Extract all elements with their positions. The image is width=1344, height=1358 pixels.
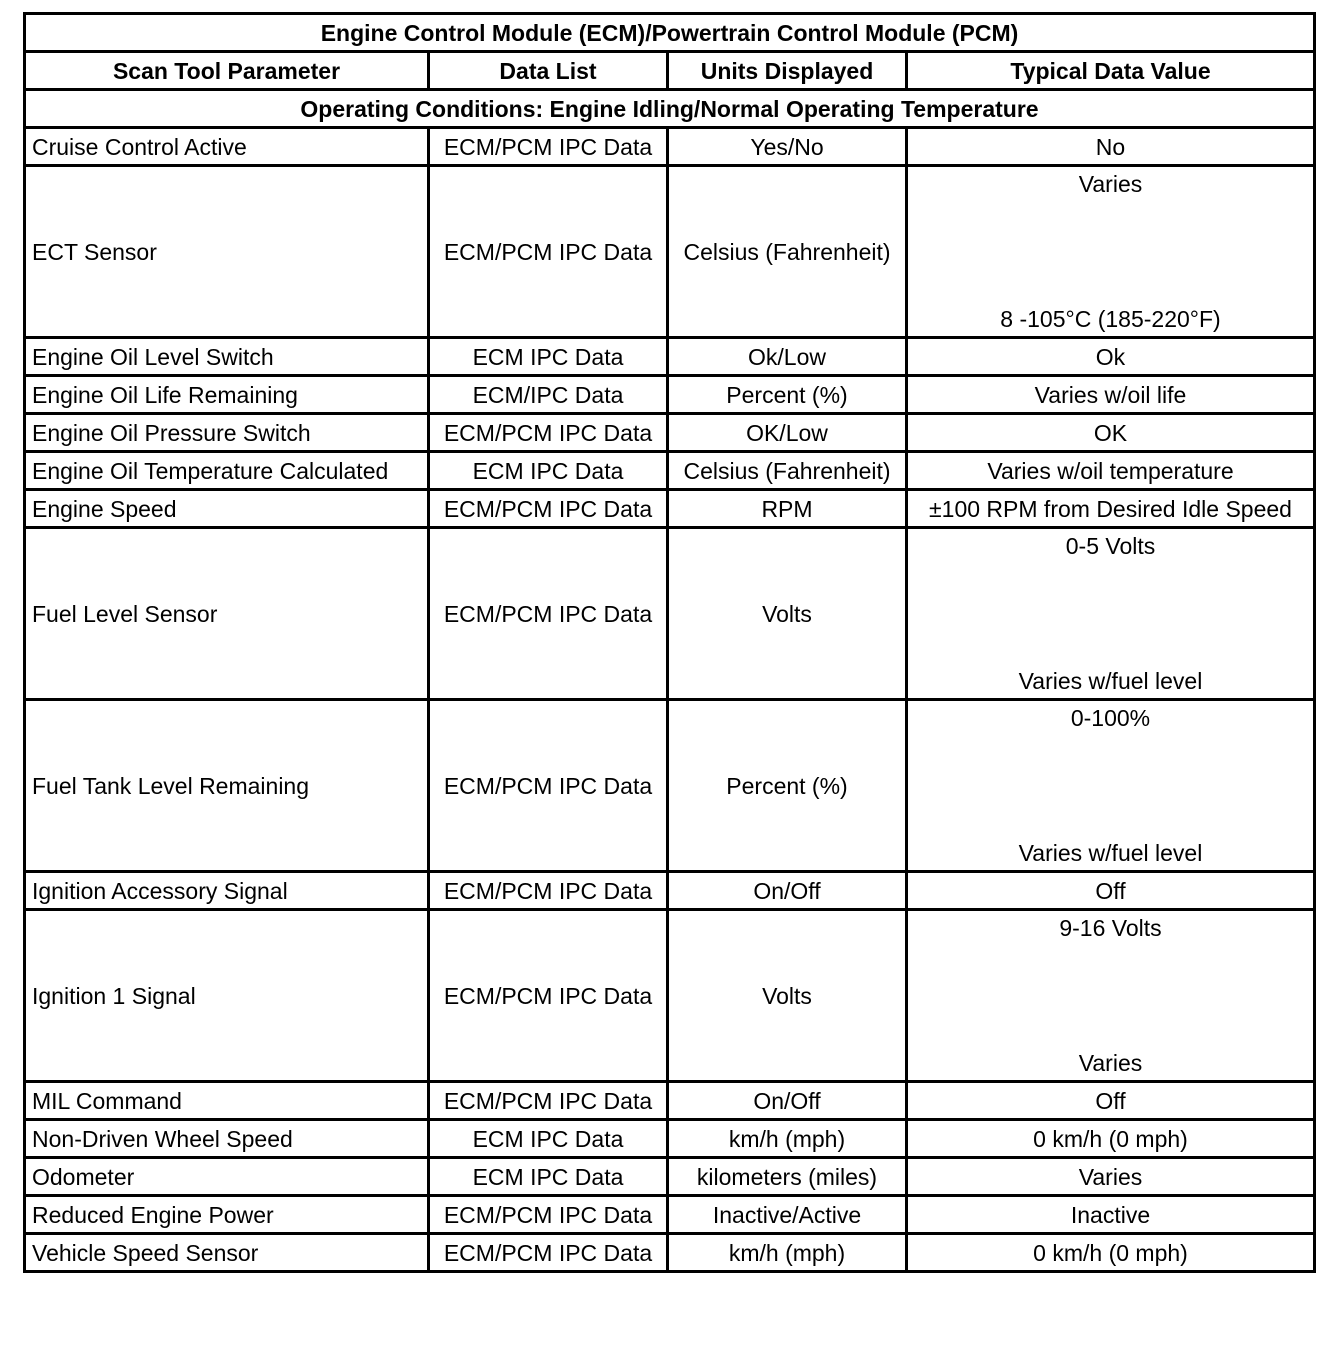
parameter-cell: Fuel Tank Level Remaining xyxy=(25,700,429,872)
table-row xyxy=(25,700,1315,872)
typical-value-cell: 0 km/h (0 mph) xyxy=(907,1234,1315,1272)
data-list-cell: ECM/PCM IPC Data xyxy=(429,1234,668,1272)
header-data-list: Data List xyxy=(429,52,668,90)
data-list-cell: ECM IPC Data xyxy=(429,1158,668,1196)
table-row xyxy=(25,872,1315,910)
typical-value-cell xyxy=(907,166,1315,338)
data-list-cell: ECM IPC Data xyxy=(429,1120,668,1158)
units-cell: On/Off xyxy=(668,872,907,910)
typical-value-cell: 0 km/h (0 mph) xyxy=(907,1120,1315,1158)
typical-value-cell: OK xyxy=(907,414,1315,452)
typical-value-cell xyxy=(907,910,1315,1082)
parameter-cell: Odometer xyxy=(25,1158,429,1196)
typical-value-cell: Varies w/oil life xyxy=(907,376,1315,414)
data-list-cell: ECM/PCM IPC Data xyxy=(429,910,668,1082)
typical-value-top: Varies xyxy=(1078,171,1143,197)
typical-value-cell: Varies w/oil temperature xyxy=(907,452,1315,490)
units-cell: km/h (mph) xyxy=(668,1234,907,1272)
units-cell: Inactive/Active xyxy=(668,1196,907,1234)
parameter-cell: ECT Sensor xyxy=(25,166,429,338)
data-list-cell: ECM/PCM IPC Data xyxy=(429,490,668,528)
parameter-cell: Fuel Level Sensor xyxy=(25,528,429,700)
parameter-cell: Engine Oil Life Remaining xyxy=(25,376,429,414)
parameter-cell: Ignition Accessory Signal xyxy=(25,872,429,910)
units-cell: Yes/No xyxy=(668,128,907,166)
parameter-cell: Ignition 1 Signal xyxy=(25,910,429,1082)
typical-value-cell: No xyxy=(907,128,1315,166)
typical-value-cell: Off xyxy=(907,1082,1315,1120)
units-cell: kilometers (miles) xyxy=(668,1158,907,1196)
table-row xyxy=(25,376,1315,414)
data-list-cell: ECM/PCM IPC Data xyxy=(429,1196,668,1234)
header-typical-data-value: Typical Data Value xyxy=(907,52,1315,90)
typical-value-cell: Off xyxy=(907,872,1315,910)
typical-value-cell: Ok xyxy=(907,338,1315,376)
table-row xyxy=(25,1158,1315,1196)
table-row xyxy=(25,490,1315,528)
table-row xyxy=(25,1234,1315,1272)
units-cell: Celsius (Fahrenheit) xyxy=(668,452,907,490)
table-row xyxy=(25,128,1315,166)
parameter-cell: Cruise Control Active xyxy=(25,128,429,166)
header-scan-tool-parameter: Scan Tool Parameter xyxy=(25,52,429,90)
header-units-displayed: Units Displayed xyxy=(668,52,907,90)
parameter-cell: Reduced Engine Power xyxy=(25,1196,429,1234)
table-row xyxy=(25,166,1315,338)
parameter-cell: Non-Driven Wheel Speed xyxy=(25,1120,429,1158)
table-row xyxy=(25,1120,1315,1158)
table-row xyxy=(25,528,1315,700)
data-list-cell: ECM IPC Data xyxy=(429,338,668,376)
data-list-cell: ECM/PCM IPC Data xyxy=(429,1082,668,1120)
typical-value-bottom: Varies w/fuel level xyxy=(1018,840,1203,866)
parameter-cell: Engine Oil Pressure Switch xyxy=(25,414,429,452)
table-row xyxy=(25,338,1315,376)
units-cell: OK/Low xyxy=(668,414,907,452)
units-cell: Ok/Low xyxy=(668,338,907,376)
title-row xyxy=(25,14,1315,52)
typical-value-cell: Varies xyxy=(907,1158,1315,1196)
units-cell: RPM xyxy=(668,490,907,528)
data-list-cell: ECM/PCM IPC Data xyxy=(429,872,668,910)
table-row xyxy=(25,452,1315,490)
typical-value-bottom: Varies xyxy=(1078,1050,1143,1076)
typical-value-cell xyxy=(907,700,1315,872)
typical-value-cell: ±100 RPM from Desired Idle Speed xyxy=(907,490,1315,528)
table-row xyxy=(25,414,1315,452)
units-cell: On/Off xyxy=(668,1082,907,1120)
data-list-cell: ECM/PCM IPC Data xyxy=(429,528,668,700)
units-cell: Volts xyxy=(668,528,907,700)
typical-value-bottom: 8 -105°C (185-220°F) xyxy=(1000,306,1221,332)
parameter-cell: Engine Oil Temperature Calculated xyxy=(25,452,429,490)
parameter-cell: Vehicle Speed Sensor xyxy=(25,1234,429,1272)
parameter-cell: Engine Oil Level Switch xyxy=(25,338,429,376)
typical-value-top: 0-5 Volts xyxy=(1065,533,1156,559)
table-title: Engine Control Module (ECM)/Powertrain Control Module (PCM) xyxy=(25,14,1315,52)
data-list-cell: ECM/PCM IPC Data xyxy=(429,128,668,166)
units-cell: km/h (mph) xyxy=(668,1120,907,1158)
typical-value-cell: Inactive xyxy=(907,1196,1315,1234)
units-cell: Volts xyxy=(668,910,907,1082)
typical-value-top: 9-16 Volts xyxy=(1059,915,1162,941)
data-list-cell: ECM IPC Data xyxy=(429,452,668,490)
scan-tool-data-table xyxy=(23,12,1316,1273)
units-cell: Percent (%) xyxy=(668,376,907,414)
data-list-cell: ECM/PCM IPC Data xyxy=(429,166,668,338)
data-list-cell: ECM/PCM IPC Data xyxy=(429,700,668,872)
data-list-cell: ECM/PCM IPC Data xyxy=(429,414,668,452)
typical-value-cell xyxy=(907,528,1315,700)
table-row xyxy=(25,1196,1315,1234)
data-list-cell: ECM/IPC Data xyxy=(429,376,668,414)
parameter-cell: Engine Speed xyxy=(25,490,429,528)
units-cell: Percent (%) xyxy=(668,700,907,872)
typical-value-top: 0-100% xyxy=(1070,705,1151,731)
header-row xyxy=(25,52,1315,90)
typical-value-bottom: Varies w/fuel level xyxy=(1018,668,1203,694)
table-row xyxy=(25,910,1315,1082)
parameter-cell: MIL Command xyxy=(25,1082,429,1120)
table-row xyxy=(25,1082,1315,1120)
section-row xyxy=(25,90,1315,128)
units-cell: Celsius (Fahrenheit) xyxy=(668,166,907,338)
operating-conditions: Operating Conditions: Engine Idling/Normal Operating Temperature xyxy=(25,90,1315,128)
